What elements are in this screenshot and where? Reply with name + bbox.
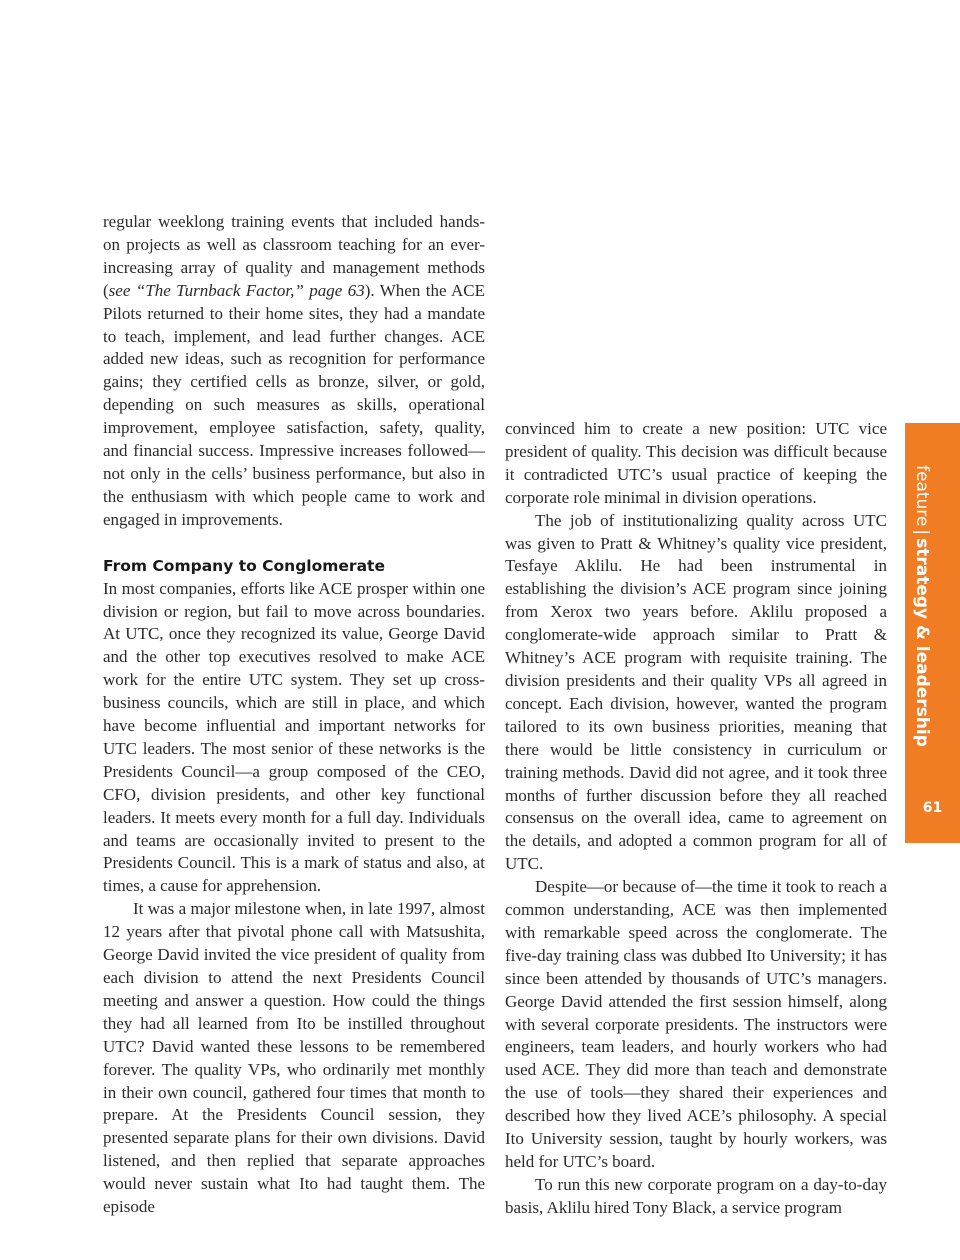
- section-side-tab: [905, 423, 960, 843]
- paragraph: To run this new corporate program on a day-to-day basis, Aklilu hired Tony Black, a service program: [505, 1174, 887, 1217]
- section-tab-label: [912, 465, 932, 747]
- cross-reference: see “The Turnback Factor,” page 63: [108, 280, 365, 300]
- section-separator: |: [912, 529, 932, 536]
- right-column: [505, 418, 887, 1220]
- section-heading: From Company to Conglomerate: [103, 556, 385, 575]
- paragraph: regular weeklong training events that included hands-on projects as well as classroom teaching for an ever-increasing array of quality and management methods (see “The Turnback Factor,” page 63). When the ACE Pilots returned to their home sites, they had a mandate to teach, implement, and lead further changes. ACE added new ideas, such as recognition for performance gains; they certified cells as bronze, silver, or gold, depending on such measures as skills, operational improvement, employee satisfaction, safety, quality, and financial success. Impressive increases followed—not only in the cells’ business performance, but also in the enthusiasm with which people came to work and engaged in improvements.: [103, 212, 485, 529]
- left-column: [103, 211, 485, 1219]
- paragraph: convinced him to create a new position: UTC vice president of quality. This decision was difficult because it contradicted UTC’s usual practice of keeping the corporate role minimal in division operations.: [505, 419, 887, 507]
- page-number: 61: [922, 800, 943, 816]
- paragraph: Despite—or because of—the time it took to reach a common understanding, ACE was then implemented with remarkable speed across the conglomerate. The five-day training class was dubbed Ito University; it has since been attended by thousands of UTC’s managers. George David attended the first session himself, along with several corporate presidents. The instructors were engineers, team leaders, and hourly workers who had used ACE. They did more than teach and demonstrate the use of tools—they shared their experiences and described how they lived ACE’s philosophy. A special Ito University session, taught by hourly workers, was held for UTC’s board.: [505, 877, 887, 1171]
- paragraph: It was a major milestone when, in late 1997, almost 12 years after that pivotal phone call with Matsushita, George David invited the vice president of quality from each division to attend the next Presidents Council meeting and answer a question. How could the things they had all learned from Ito be instilled throughout UTC? David wanted these lessons to be remembered forever. The quality VPs, who ordinarily met monthly in their own council, gathered four times that month to prepare. At the Presidents Council session, they presented separate plans for their own divisions. David listened, and then replied that separate approaches would never sustain what Ito had taught them. The episode: [103, 899, 485, 1217]
- paragraph: The job of institutionalizing quality across UTC was given to Pratt & Whitney’s quality vice president, Tesfaye Aklilu. He had been instrumental in establishing the division’s ACE program since joining from Xerox two years before. Aklilu proposed a conglomerate-wide approach similar to Pratt & Whitney’s ACE program with requisite training. The division presidents and their quality VPs all agreed in concept. Each division, however, wanted the program tailored to its own business priorities, meaning that there would be little consistency in curriculum or training methods. David did not agree, and it took three months of further discussion before they all reached consensus on the overall idea, came to agreement on the details, and adopted a common program for all of UTC.: [505, 510, 887, 874]
- section-topic: strategy & leadership: [912, 538, 932, 747]
- section-name: feature: [912, 465, 932, 527]
- paragraph: In most companies, efforts like ACE prosper within one division or region, but fail to move across boundaries. At UTC, once they recognized its value, George David and the other top executives resolved to make ACE work for the entire UTC system. They set up cross-business councils, which are still in place, and which have become influential and important networks for UTC leaders. The most senior of these networks is the Presidents Council—a group composed of the CEO, CFO, division presidents, and other key functional leaders. It meets every month for a full day. Individuals and teams are occasionally invited to present to the Presidents Council. This is a mark of status and also, at times, a cause for apprehension.: [103, 578, 485, 896]
